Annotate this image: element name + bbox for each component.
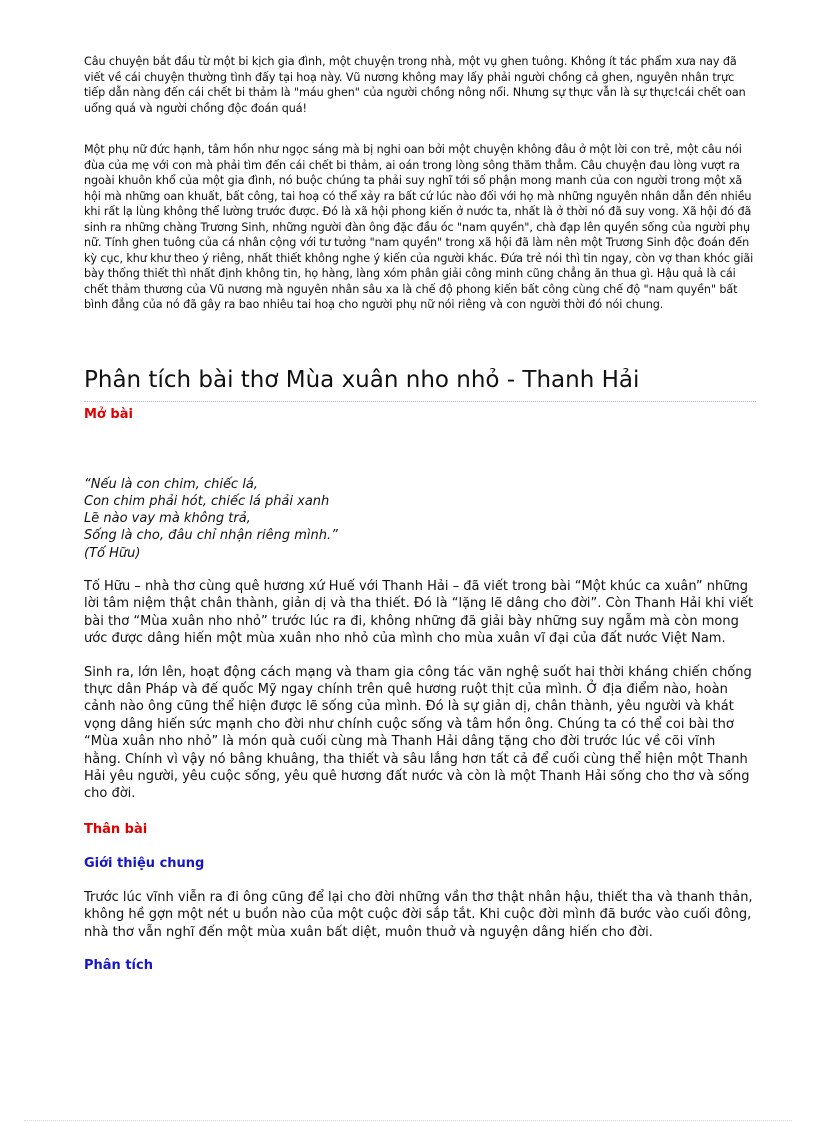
poem-quote xyxy=(84,476,756,562)
subheading-phan-tich: Phân tích xyxy=(84,958,153,974)
poem-line: Lẽ nào vay mà không trả, xyxy=(84,511,251,527)
article-title: Phân tích bài thơ Mùa xuân nho nhỏ - Thanh Hải xyxy=(84,365,756,402)
poem-line: Sống là cho, đâu chỉ nhận riêng mình.” xyxy=(84,528,338,544)
section-heading-than-bai: Thân bài xyxy=(84,821,148,837)
poem-author: (Tố Hữu) xyxy=(84,545,141,561)
body-paragraph: Tố Hữu – nhà thơ cùng quê hương xứ Huế với Thanh Hải – đã viết trong bài “Một khúc ca xuân” những lời tâm niệm thật chân thành, giản dị và tha thiết. Đó là “lặng lẽ dâng cho đời”. Còn Thanh Hải khi viết bài thơ “Mùa xuân nho nhỏ” trước lúc ra đi, không những đã giải bày những suy ngẫm mà còn mong ước được dâng hiến một mùa xuân nho nhỏ của mình cho mùa xuân vĩ đại của đất nước Việt Nam. xyxy=(84,578,754,647)
intro-paragraph: Câu chuyện bắt đầu từ một bi kịch gia đình, một chuyện trong nhà, một vụ ghen tuông. Không ít tác phẩm xưa nay đã viết về cái chuyện thường tình đấy tại hoạ này. Vũ nương không may lấy phải người chồng cả ghen, nguyên nhân trực tiếp dẫn nàng đến cái chết bi thảm là "máu ghen" của người chồng nông nổi. Nhưng sự thực vẫn là sự thực!cái chết oan uổng quá và người chồng độc đoán quá! xyxy=(84,55,746,115)
document-page xyxy=(84,54,756,975)
body-paragraph: Trước lúc vĩnh viễn ra đi ông cũng để lại cho đời những vần thơ thật nhân hậu, thiết tha và thanh thản, không hề gợn một nét u buồn nào của một cuộc đời sắp tắt. Khi cuộc đời mình đã bước vào cuối đông, nhà thơ vẫn nghĩ đến một mùa xuân bất diệt, muôn thuở và nguyện dâng hiến cho đời. xyxy=(84,889,753,940)
intro-paragraph: Một phụ nữ đức hạnh, tâm hồn như ngọc sáng mà bị nghi oan bởi một chuyện không đâu ở một lời con trẻ, một câu nói đùa của mẹ với con mà phải tìm đến cái chết bi thảm, ai oán trong lòng sông thăm thẳm. Câu chuyện đau lòng vượt ra ngoài khuôn khổ của một gia đình, nó buộc chúng ta phải suy nghĩ tới số phận mong manh của con người trong một xã hội mà những oan khuất, bất công, tai hoạ có thể xảy ra bất cứ lúc nào đối với họ mà những nguyên nhân dẫn đến nhiều khi rất lạ lùng không thể lường trước được. Đó là xã hội phong kiến ở nước ta, nhất là ở thời nó đã suy vong. Xã hội đó đã sinh ra những chàng Trương Sinh, những người đàn ông đặc đầu óc "nam quyền", chà đạp lên quyền sống của người phụ nữ. Tính ghen tuông của cá nhân cộng với tư tưởng "nam quyền" trong xã hội đã làm nên một Trương Sinh độc đoán đến kỳ cục, khư khư theo ý riêng, nhất thiết không nghe ý kiến của người khác. Đứa trẻ nói thì tin ngay, còn vợ than khóc giãi bày thống thiết thì nhất định không tin, họ hàng, làng xóm phân giải công minh cũng chẳng ăn thua gì. Hậu quả là cái chết thảm thương của Vũ nương mà nguyên nhân sâu xa là chế độ phong kiến bất công cùng chế độ "nam quyền" bất bình đẳng của nó đã gây ra bao nhiêu tai hoạ cho người phụ nữ nói riêng và con người thời đó nói chung. xyxy=(84,143,754,311)
subheading-gioi-thieu-chung: Giới thiệu chung xyxy=(84,855,205,871)
body-paragraph: Sinh ra, lớn lên, hoạt động cách mạng và tham gia công tác văn nghệ suốt hai thời kháng chiến chống thực dân Pháp và đế quốc Mỹ ngay chính trên quê hương ruột thịt của mình. Ở địa điểm nào, hoàn cảnh nào ông cũng thể hiện được lẽ sống của mình. Đó là sự giản dị, chân thành, yêu người và khát vọng dâng hiến sức mạnh cho đời như chính cuộc sống và tâm hồn ông. Chúng ta có thể coi bài thơ “Mùa xuân nho nhỏ” là món quà cuối cùng mà Thanh Hải dâng tặng cho đời trước lúc về cõi vĩnh hằng. Chính vì vậy nó bâng khuâng, tha thiết và sâu lắng hơn tất cả để cuối cùng thể hiện một Thanh Hải yêu người, yêu cuộc sống, yêu quê hương đất nước và còn là một Thanh Hải sống cho thơ và sống cho đời. xyxy=(84,664,752,802)
section-heading-mo-bai: Mở bài xyxy=(84,406,133,422)
page-bottom-divider xyxy=(24,1120,792,1121)
poem-line: “Nếu là con chim, chiếc lá, xyxy=(84,476,258,492)
poem-line: Con chim phải hót, chiếc lá phải xanh xyxy=(84,493,330,509)
